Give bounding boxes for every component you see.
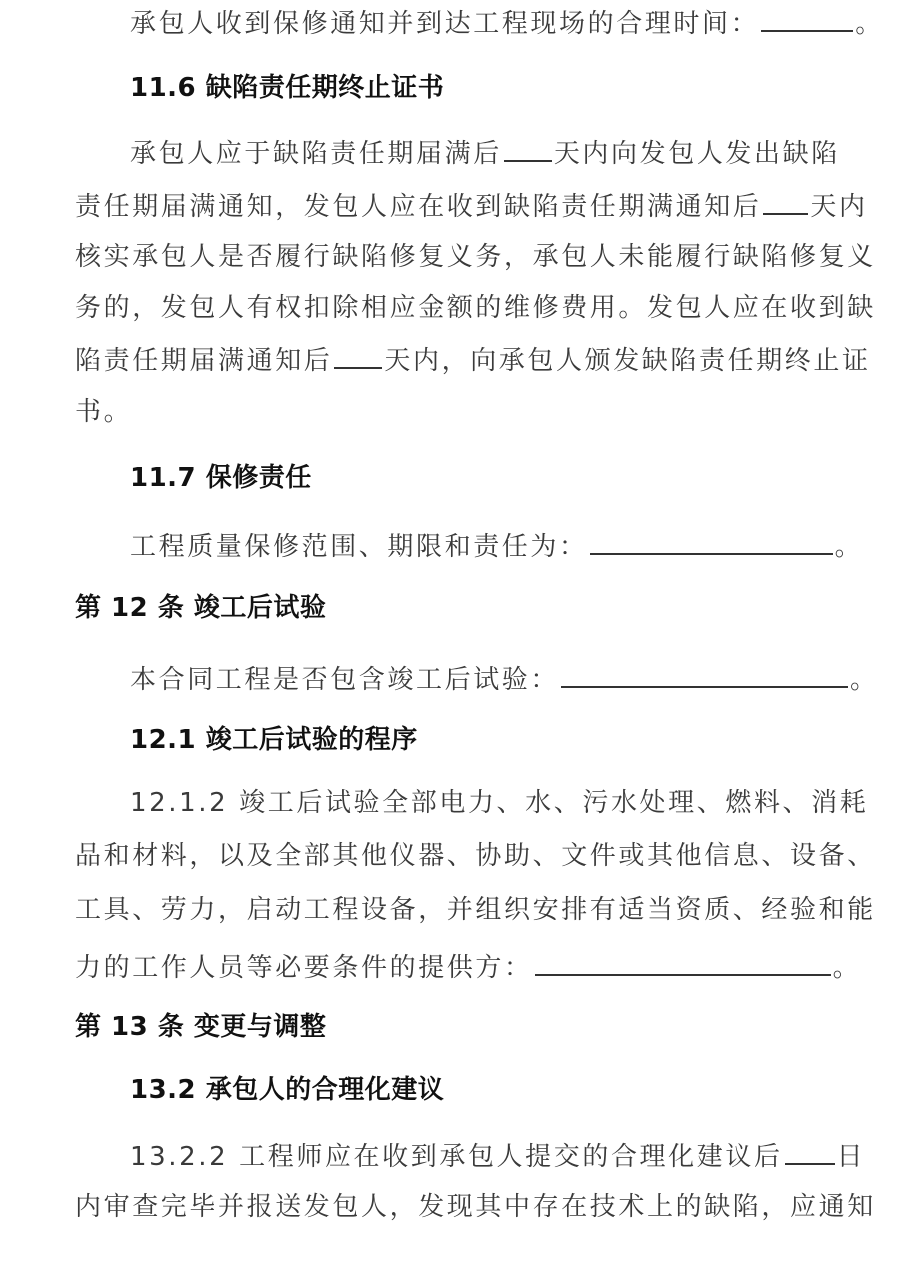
text-segment: 天内，向承包人颁发缺陷责任期终止证 <box>384 346 871 376</box>
article-heading <box>75 1009 326 1045</box>
paragraph-line <box>130 134 840 172</box>
text-segment: 。 <box>832 953 862 983</box>
fill-in-blank <box>504 134 552 162</box>
paragraph-line <box>75 838 876 874</box>
fill-in-blank <box>590 527 833 555</box>
text-segment: 力的工作人员等必要条件的提供方： <box>75 953 533 983</box>
paragraph-line <box>75 187 868 225</box>
text-segment: 承包人应于缺陷责任期届满后 <box>130 139 502 169</box>
paragraph-line <box>75 948 861 986</box>
fill-in-blank <box>761 4 853 32</box>
text-segment: 责任期届满通知，发包人应在收到缺陷责任期满通知后 <box>75 192 762 222</box>
fill-in-blank <box>535 948 831 976</box>
text-segment: 承包人收到保修通知并到达工程现场的合理时间： <box>130 9 760 39</box>
text-segment: 13.2 承包人的合理化建议 <box>130 1075 445 1105</box>
text-segment: 天内向发包人发出缺陷 <box>553 139 840 169</box>
paragraph-line <box>75 1189 876 1225</box>
text-segment: 书。 <box>75 397 133 427</box>
text-segment: 品和材料，以及全部其他仪器、协助、文件或其他信息、设备、 <box>75 841 876 871</box>
text-segment: 。 <box>855 9 884 39</box>
paragraph-line <box>75 239 876 275</box>
paragraph-line <box>130 785 868 821</box>
section-heading <box>130 722 418 758</box>
text-segment: 第 12 条 竣工后试验 <box>75 593 327 623</box>
text-segment: 12.1 竣工后试验的程序 <box>130 725 418 755</box>
paragraph-line <box>130 660 879 698</box>
text-segment: 。 <box>850 665 879 695</box>
fill-in-blank <box>785 1137 835 1165</box>
paragraph-line <box>75 341 871 379</box>
text-segment: 11.7 保修责任 <box>130 463 312 493</box>
section-heading <box>130 460 312 496</box>
section-heading <box>130 70 444 106</box>
fill-in-blank <box>334 341 382 369</box>
section-heading <box>130 1072 444 1108</box>
fill-in-blank <box>561 660 848 688</box>
text-segment: 核实承包人是否履行缺陷修复义务，承包人未能履行缺陷修复义 <box>75 242 876 272</box>
text-segment: 第 13 条 变更与调整 <box>75 1012 327 1042</box>
text-segment: 。 <box>834 532 864 562</box>
text-segment: 天内 <box>810 192 868 222</box>
paragraph-line <box>75 892 876 928</box>
text-segment: 11.6 缺陷责任期终止证书 <box>130 73 445 103</box>
text-segment: 本合同工程是否包含竣工后试验： <box>130 665 560 695</box>
text-segment: 12.1.2 竣工后试验全部电力、水、污水处理、燃料、消耗 <box>130 788 869 818</box>
text-segment: 13.2.2 工程师应在收到承包人提交的合理化建议后 <box>130 1142 783 1172</box>
article-heading <box>75 590 326 626</box>
text-segment: 内审查完毕并报送发包人，发现其中存在技术上的缺陷，应通知 <box>75 1192 876 1222</box>
fill-in-blank <box>763 187 808 215</box>
paragraph-line <box>75 394 132 430</box>
paragraph-line <box>75 290 876 326</box>
text-segment: 日 <box>836 1142 866 1172</box>
text-segment: 工具、劳力，启动工程设备，并组织安排有适当资质、经验和能 <box>75 895 876 925</box>
text-segment: 陷责任期届满通知后 <box>75 346 333 376</box>
paragraph-line <box>130 527 863 565</box>
text-segment: 工程质量保修范围、期限和责任为： <box>130 532 588 562</box>
paragraph-line <box>130 4 884 42</box>
paragraph-line <box>130 1137 865 1175</box>
text-segment: 务的，发包人有权扣除相应金额的维修费用。发包人应在收到缺 <box>75 293 876 323</box>
